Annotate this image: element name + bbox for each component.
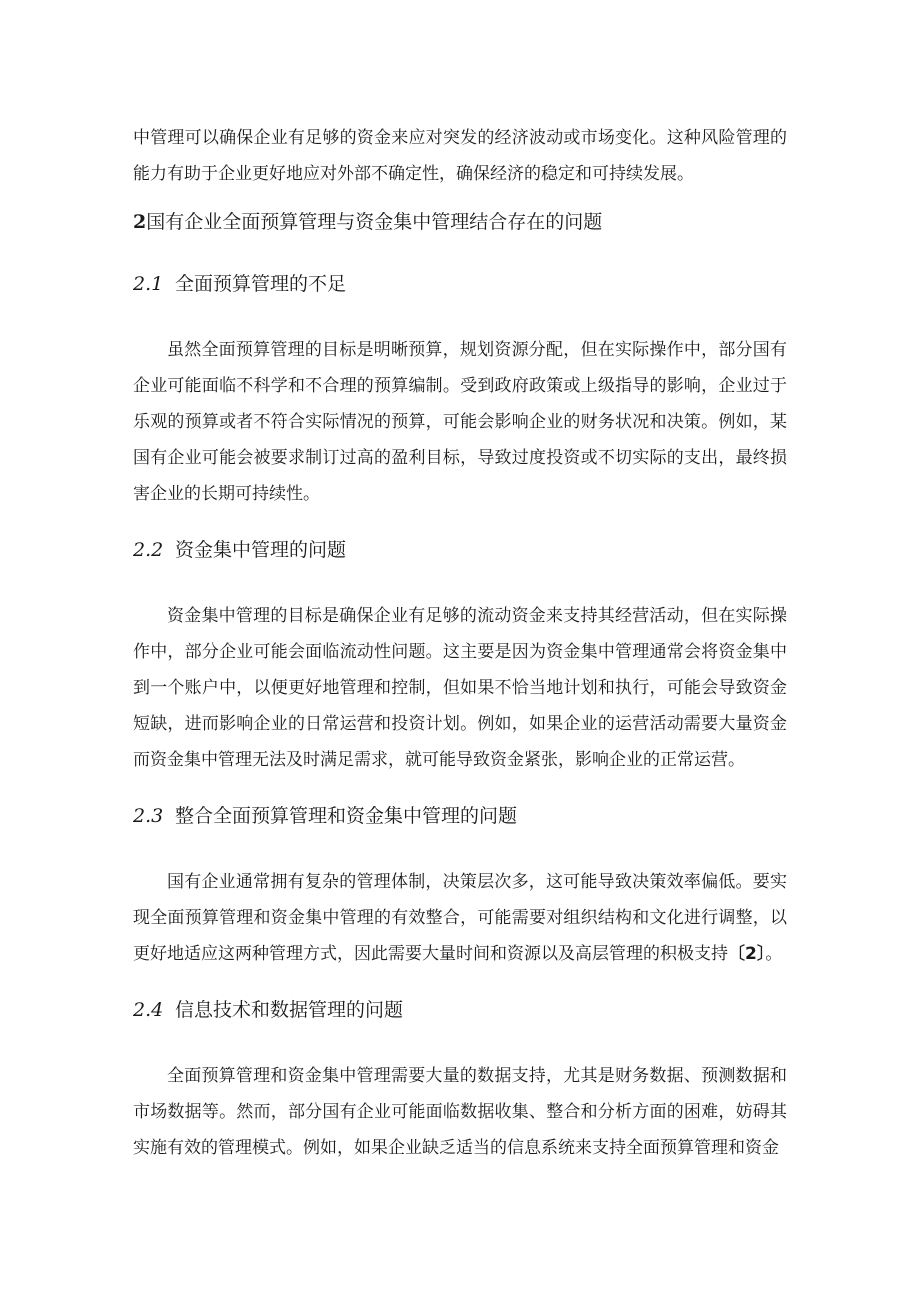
sentence-end: 。 — [765, 944, 783, 964]
subsection-heading — [133, 536, 787, 564]
subsection-title: 全面预算管理的不足 — [175, 273, 347, 295]
subsection-number: 2.1 — [133, 273, 164, 295]
document-page — [133, 120, 787, 1166]
subsection-body: 资金集中管理的目标是确保企业有足够的流动资金来支持其经营活动，但在实际操作中，部分企业可能会面临流动性问题。这主要是因为资金集中管理通常会将资金集中到一个账户中，以便更好地管理和控制，但如果不恰当地计划和执行，可能会导致资金短缺，进而影响企业的日常运营和投资计划。例如，如果企业的运营活动需要大量资金而资金集中管理无法及时满足需求，就可能导致资金紧张，影响企业的正常运营。 — [133, 606, 787, 770]
subsection-title: 整合全面预算管理和资金集中管理的问题 — [175, 805, 518, 827]
subsection-number: 2.3 — [133, 805, 164, 827]
intro-paragraph: 中管理可以确保企业有足够的资金来应对突发的经济波动或市场变化。这种风险管理的能力有助于企业更好地应对外部不确定性，确保经济的稳定和可持续发展。 — [133, 128, 787, 184]
subsection-body: 全面预算管理和资金集中管理需要大量的数据支持，尤其是财务数据、预测数据和市场数据等。然而，部分国有企业可能面临数据收集、整合和分析方面的困难，妨碍其实施有效的管理模式。例如，如果企业缺乏适当的信息系统来支持全面预算管理和资金 — [133, 1066, 787, 1158]
section-number: 2 — [133, 211, 147, 233]
subsection-heading — [133, 270, 787, 298]
subsection-heading — [133, 996, 787, 1024]
subsection-body — [133, 864, 787, 972]
section-title: 国有企业全面预算管理与资金集中管理结合存在的问题 — [146, 211, 603, 233]
subsection-title: 信息技术和数据管理的问题 — [175, 999, 404, 1021]
subsection-number: 2.4 — [133, 999, 164, 1021]
subsection-number: 2.2 — [133, 539, 164, 561]
section-heading — [133, 208, 787, 236]
subsection-heading — [133, 802, 787, 830]
subsection-title: 资金集中管理的问题 — [175, 539, 347, 561]
subsection-body-text: 国有企业通常拥有复杂的管理体制，决策层次多，这可能导致决策效率偏低。要实现全面预算管理和资金集中管理的有效整合，可能需要对组织结构和文化进行调整，以更好地适应这两种管理方式，因此需要大量时间和资源以及高层管理的积极支持 — [133, 872, 787, 964]
subsection-body: 虽然全面预算管理的目标是明晰预算，规划资源分配，但在实际操作中，部分国有企业可能面临不科学和不合理的预算编制。受到政府政策或上级指导的影响，企业过于乐观的预算或者不符合实际情况的预算，可能会影响企业的财务状况和决策。例如，某国有企业可能会被要求制订过高的盈利目标，导致过度投资或不切实际的支出，最终损害企业的长期可持续性。 — [133, 340, 787, 504]
citation-ref[interactable]: 〔2〕 — [728, 944, 766, 964]
